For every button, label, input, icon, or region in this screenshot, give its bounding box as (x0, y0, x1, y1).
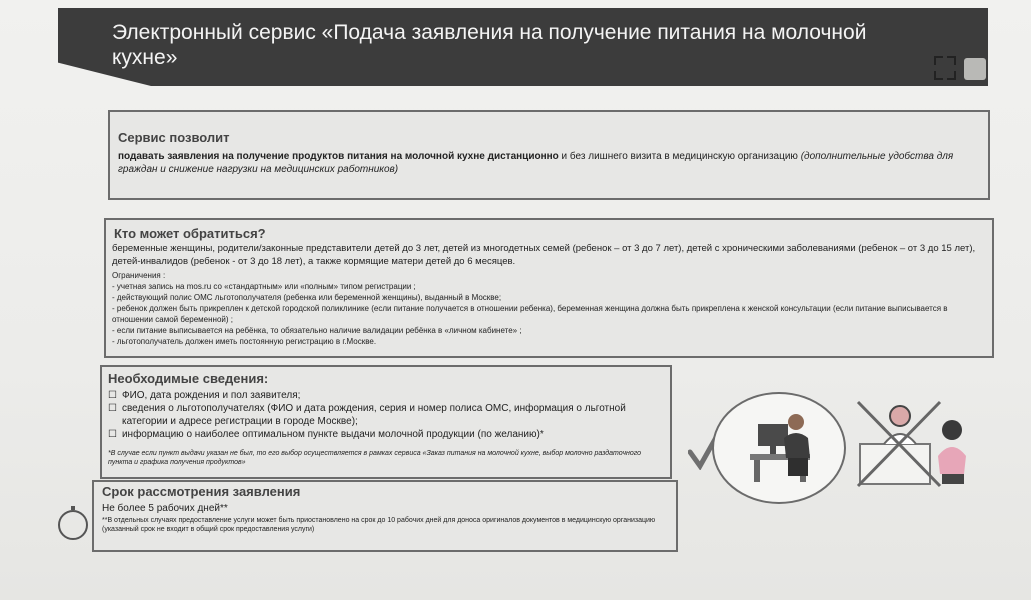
checkbox-icon: ☐ (108, 390, 117, 401)
checkbox-icon: ☐ (108, 429, 117, 440)
term-box (92, 480, 678, 552)
restriction-item: - действующий полис ОМС льготополучателя (ребенка или беременной женщины), выданный в Москве; (112, 293, 502, 302)
service-bold: подавать заявления на получение продуктов питания на молочной кухне дистанционно (118, 151, 559, 162)
restriction-item: - если питание выписывается на ребёнка, то обязательно наличие валидации ребёнка в «личном кабинете» ; (112, 326, 522, 335)
service-box (108, 110, 990, 200)
who-text: беременные женщины, родители/законные представители детей до 3 лет, детей из многодетных семей (ребенок – от 3 до 7 лет), детей с хроническими заболеваниями (ребенок – от 3 до 15 лет), детей-инвалидов (ребенок - от 3 до 18 лет), а также кормящие матери детей до 6 месяцев. (112, 243, 976, 267)
list-item (108, 428, 664, 441)
list-item (108, 389, 664, 402)
service-italic: (дополнительные удобства для граждан и снижение нагрузки на медицинских работников) (118, 151, 954, 175)
crossed-doctor-visit-icon (850, 394, 1000, 494)
restriction-item: - учетная запись на mos.ru со «стандартным» или «полным» типом регистрации ; (112, 282, 416, 291)
term-heading: Срок рассмотрения заявления (102, 484, 301, 499)
who-box (104, 218, 994, 358)
required-footnote: *В случае если пункт выдачи указан не был, то его выбор осуществляется в рамках сервиса «Заказ питания на молочной кухне, выбор молочно раздаточного пункта и графика получения продуктов» (108, 450, 641, 466)
required-item: сведения о льготополучателях (ФИО и дата рождения, серия и номер полиса ОМС, информация о льготной категории и адресе регистрации в городе Москве); (121, 403, 626, 427)
required-box (100, 365, 672, 479)
page-title: Электронный сервис «Подача заявления на получение питания на молочной кухне» (112, 21, 867, 69)
service-normal: и без лишнего визита в медицинскую организацию (558, 151, 801, 162)
scan-icon (934, 56, 956, 80)
term-main: Не более 5 рабочих дней** (102, 503, 228, 514)
doctor-visit-illustration (850, 394, 1000, 494)
checkbox-icon: ☐ (108, 403, 117, 414)
computer-user-icon (712, 392, 846, 504)
required-item: ФИО, дата рождения и пол заявителя; (121, 390, 301, 401)
restriction-item: - ребенок должен быть прикреплен к детской городской поликлинике (если питание получается в отношении ребенка), беременная женщина должна быть прикреплена к женской консультации (если питание выписывается в отношении самой беременной) ; (112, 304, 948, 324)
restrictions-list (112, 281, 986, 347)
term-footnote: **В отдельных случаях предоставление услуги может быть приостановлено на срок до 10 рабочих дней для доноса оригиналов документов в медицинскую организацию (указанный срок не входит в общий срок предоставления услуги) (102, 517, 656, 533)
required-list (108, 389, 664, 441)
restrictions-label: Ограничения : (112, 271, 166, 280)
required-heading: Необходимые сведения: (108, 371, 269, 386)
who-heading: Кто может обратиться? (114, 226, 266, 241)
logo-icon (964, 58, 986, 80)
required-item: информацию о наиболее оптимальном пункте выдачи молочной продукции (по желанию)* (121, 429, 544, 440)
stopwatch-icon (58, 510, 88, 540)
computer-user-illustration (714, 394, 844, 502)
list-item (108, 402, 664, 428)
service-heading: Сервис позволит (118, 130, 230, 145)
service-text (118, 150, 980, 176)
restriction-item: - льготополучатель должен иметь постоянную регистрацию в г.Москве. (112, 337, 377, 346)
